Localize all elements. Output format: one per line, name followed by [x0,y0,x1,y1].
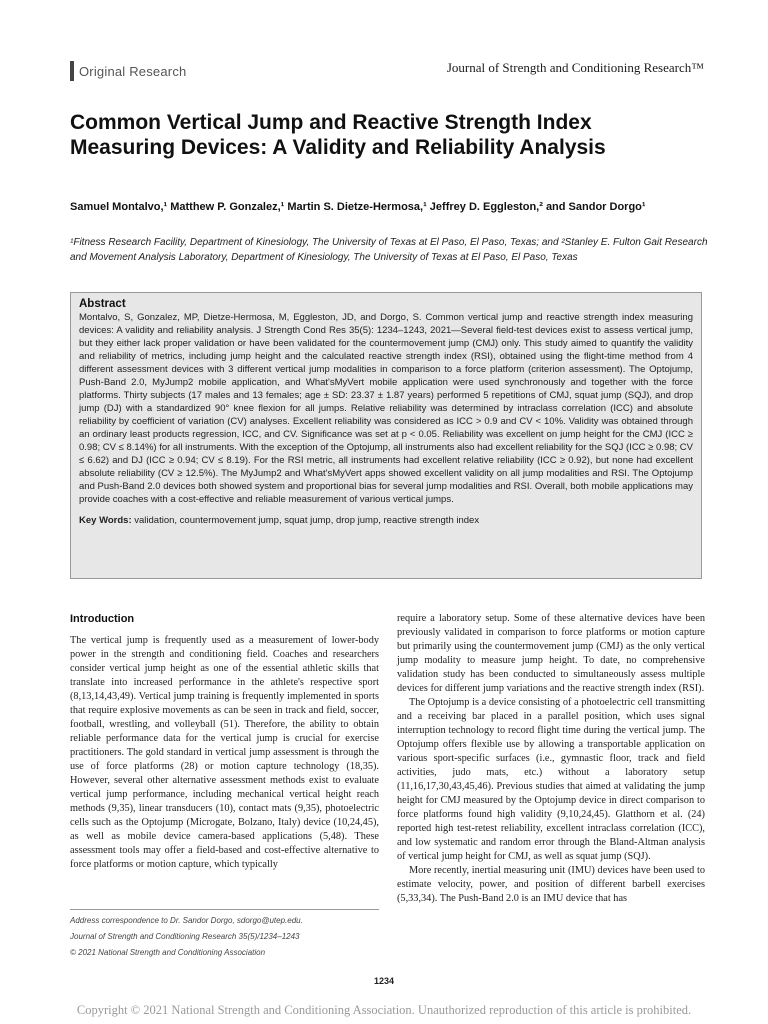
keywords-label: Key Words: [79,515,132,526]
section-label: Original Research [79,63,187,79]
abstract-heading: Abstract [79,298,126,310]
section-tag [70,61,186,81]
correspondence-note: Address correspondence to Dr. Sandor Dorgo, sdorgo@utep.edu. [70,916,303,925]
footnote-divider [70,909,379,910]
introduction-paragraph-continued: require a laboratory setup. Some of these alternative devices have been previously validated in comparison to force platforms or motion capture but primarily using the countermovement jump (CMJ) as the only vertical jump modality to measure jump height. To date, no comprehensive validation study has been conducted to simultaneously assess multiple devices for different jump variations and the reactive strength index (RSI). [397,613,705,694]
body-column-left [70,612,379,872]
imu-paragraph: More recently, inertial measuring unit (IMU) devices have been used to estimate velocity, power, and position of different barbell exercises (5,33,34). The Push-Band 2.0 is an IMU device that has [397,865,705,904]
abstract-text: Montalvo, S, Gonzalez, MP, Dietze-Hermosa, M, Eggleston, JD, and Dorgo, S. Common vertical jump and reactive strength index measuring devices: A validity and reliability analysis. J Strength Cond Res 35(5): 1234–1243, 2021—Several field-test devices exist to assess vertical jump, but they either lack proper validation or have been validated for the countermovement jump (CMJ) only. This study aimed to quantify the validity and reliability of metrics, including jump height and the calculated reactive strength index (RSI), obtained using the flight-time method from 4 different assessment devices with 3 different vertical jump modalities in comparison to a force platform (criterion assessment). The Optojump, Push-Band 2.0, MyJump2 mobile application, and What'sMyVert mobile application were used synchronously and together with the force platforms. Thirty subjects (17 males and 13 females; age ± SD: 23.37 ± 1.87 years) performed 5 repetitions of CMJ, squat jump (SQJ), and drop jump (DJ) with a standardized 90° knee flexion for all jumps. Relative reliability was determined by intraclass correlation (ICC) and absolute reliability by coefficient of variation (CV) analyses. Excellent reliability was considered as ICC > 0.9 and CV < 10%. Validity was obtained through an ordinary least products regression, ICC, and CV. Significance was set at p < 0.05. Reliability was excellent on jump height for the CMJ (ICC ≥ 0.98; CV ≤ 8.14%) for all instruments. With the exception of the Optojump, all instruments also had excellent reliability for the SQJ (ICC ≥ 0.98; CV ≤ 6.62) and DJ (ICC ≥ 0.94; CV ≤ 8.19). For the RSI metric, all instruments had excellent relative reliability (ICC ≥ 0.92), but none had excellent absolute reliability (CV ≥ 12.5%). The MyJump2 and What'sMyVert apps showed excellent validity on all jump modalities and RSI. The Optojump and Push-Band 2.0 devices both showed system and proportional bias for several jump modalities and RSI. Overall, both mobile applications may provide coaches with a cost-effective and reliable measurement of various vertical jumps. [79,312,693,505]
section-marker-bar [70,61,74,81]
introduction-paragraph: The vertical jump is frequently used as a measurement of lower-body power in the strength and conditioning field. Coaches and researchers consider vertical jump height as one of the essential athletic skills that translate into increased performance in the athlete's respective sport (8,13,14,43,49). Vertical jump training is frequently implemented in sports that require explosive movements as can be seen in track and field, soccer, football, wrestling, and volleyball (51). Therefore, the ability to obtain reliable performance data for the vertical jump is crucial for exercise practitioners. The gold standard in vertical jump assessment is through the use of force platforms (28) or motion capture technology (18,35). However, several other alternative assessment methods exist to evaluate vertical jump performance, including mechanical vertical height reach methods (9,35), linear transducers (10), contact mats (9,35), photoelectric cells such as the Optojump (Microgate, Bolzano, Italy) device (10,24,45), as well as mobile device camera-based applications (5,48). These assessment tools may offer a field-based and cost-effective alternative to force platforms or motion capture, which typically [70,635,379,870]
page-number: 1234 [373,976,395,986]
body-column-right [397,612,705,906]
keywords [79,514,693,527]
author-list: Samuel Montalvo,¹ Matthew P. Gonzalez,¹ Martin S. Dietze-Hermosa,¹ Jeffrey D. Eggleston,² and Sandor Dorgo¹ [70,201,646,213]
article-copyright: © 2021 National Strength and Conditioning Association [70,948,266,957]
copyright-notice: Copyright © 2021 National Strength and Conditioning Association. Unauthorized reproduction of this article is prohibited. [76,1003,692,1017]
optojump-paragraph: The Optojump is a device consisting of a photoelectric cell transmitting and a receiving bar placed in a parallel position, which uses signal interruption technology to record flight time during the vertical jump. The Optojump offers flexible use by allowing a transportable application on various sport-specific surfaces (i.e., gymnastic floor, track and field activities, judo mats, etc.) without a laboratory setup (11,16,17,30,43,45,46). Previous studies that aimed at validating the jump height for CMJ measured by the Optojump device in direct comparison to force platforms found high validity (9,10,24,45). Glatthorn et al. (24) reported high test-retest reliability, excellent intraclass correlation (ICC), and low systematic and random error through the Bland-Altman analysis of vertical jump height for CMJ, as well as squat jump (SQJ). [397,697,705,862]
footnotes [70,913,379,961]
introduction-heading: Introduction [70,613,135,625]
journal-name: Journal of Strength and Conditioning Research™ [446,60,704,75]
journal-citation: Journal of Strength and Conditioning Research 35(5)/1234–1243 [70,932,300,941]
author-affiliations: ¹Fitness Research Facility, Department of Kinesiology, The University of Texas at El Paso, El Paso, Texas; and ²Stanley E. Fulton Gait Research and Movement Analysis Laboratory, Department of Kinesiology, The University of Texas at El Paso, El Paso, Texas [70,237,708,263]
abstract-box [70,292,702,579]
keywords-list: validation, countermovement jump, squat jump, drop jump, reactive strength index [131,515,480,526]
article-title: Common Vertical Jump and Reactive Strength Index Measuring Devices: A Validity and Reliability Analysis [70,111,606,159]
